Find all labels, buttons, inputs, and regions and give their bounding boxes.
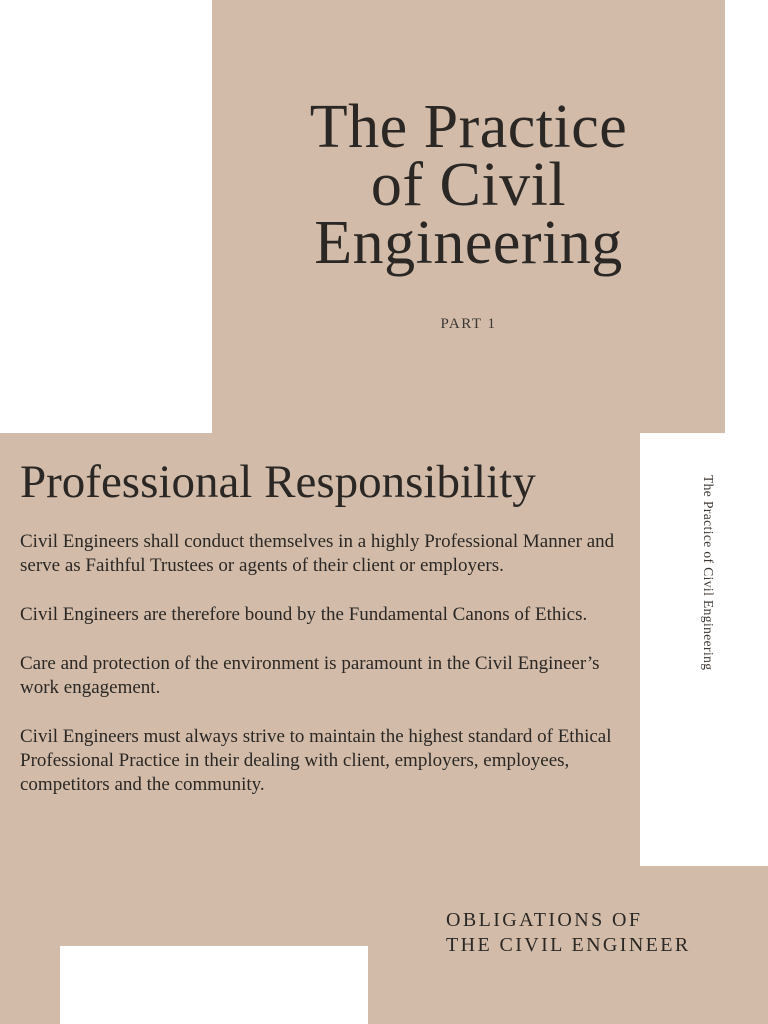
cover-title-line-2: of Civil [370,151,567,219]
paragraph-2: Civil Engineers are therefore bound by the Fundamental Canons of Ethics. [20,604,588,625]
body-text [20,530,635,822]
side-title-text: The Practice of Civil Engineering [701,475,716,671]
paragraph-1: Civil Engineers shall conduct themselves in a highly Professional Manner and serve as Faithful Trustees or agents of their client or employers. [20,531,615,576]
footer-heading [446,908,691,958]
side-title [686,475,746,705]
cover-title [212,93,725,277]
footer-heading-line-1: OBLIGATIONS OF [446,909,643,931]
footer-heading-line-2: THE CIVIL ENGINEER [446,934,691,956]
paragraph-3: Care and protection of the environment is paramount in the Civil Engineer’s work engagement. [20,653,600,698]
cover-title-line-1: The Practice [309,93,628,161]
bottom-white-block [60,946,368,1024]
part-label: PART 1 [440,316,497,332]
paragraph-4: Civil Engineers must always strive to maintain the highest standard of Ethical Professional Practice in their dealing with client, employers, employees, competitors and the community. [20,726,612,795]
cover-title-line-3: Engineering [314,209,623,277]
section-heading: Professional Responsibility [20,456,536,508]
